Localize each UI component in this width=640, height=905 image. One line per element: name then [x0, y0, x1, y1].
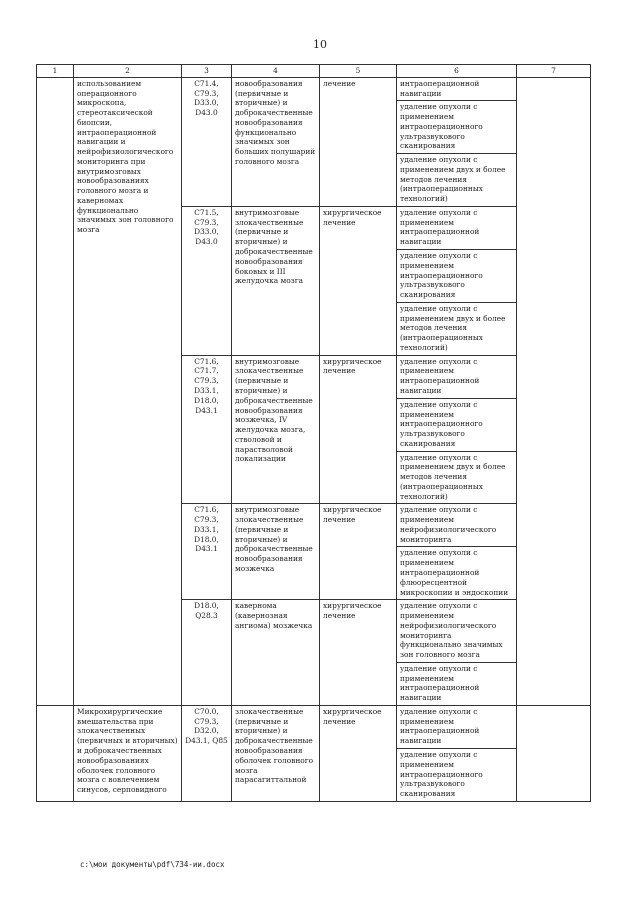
- index-cell: [37, 77, 74, 705]
- method-cell: удаление опухоли с применением двух и более методов лечения (интраоперационных технологий): [397, 451, 517, 504]
- treatment-type-cell: хирургическое лечение: [320, 600, 397, 706]
- header-row: [37, 65, 591, 78]
- method-cell: интраоперационной навигации: [397, 77, 517, 101]
- procedures-table-continued: [36, 705, 591, 802]
- treatment-type-cell: хирургическое лечение: [320, 206, 397, 355]
- method-cell: удаление опухоли с применением двух и более методов лечения (интраоперационных технологий): [397, 154, 517, 207]
- method-cell: удаление опухоли с применением двух и более методов лечения (интраоперационных технологий): [397, 302, 517, 355]
- icd-codes-cell: D18.0, Q28.3: [182, 600, 232, 706]
- method-cell: удаление опухоли с применением нейрофизиологического мониторинга функционально значимых зон головного мозга: [397, 600, 517, 663]
- method-cell: удаление опухоли с применением интраоперационного ультразвукового сканирования: [397, 398, 517, 451]
- patient-model-cell: внутримозговые злокачественные (первичные и вторичные) и доброкачественные новообразования мозжечка: [232, 504, 320, 600]
- treatment-type-cell: лечение: [320, 77, 397, 206]
- method-cell: удаление опухоли с применением интраоперационного ультразвукового сканирования: [397, 101, 517, 154]
- patient-model-cell: внутримозговые злокачественные (первичные и вторичные) и доброкачественные новообразования мозжечка, IV желудочка мозга, стволовой и парастволовой локализации: [232, 355, 320, 504]
- column-header: 5: [320, 65, 397, 78]
- method-cell: удаление опухоли с применением интраоперационного ультразвукового сканирования: [397, 250, 517, 303]
- patient-model-cell: злокачественные (первичные и вторичные) и доброкачественные новообразования оболочек головного мозга парасагиттальной: [232, 705, 320, 801]
- treatment-type-cell: хирургическое лечение: [320, 504, 397, 600]
- method-cell: удаление опухоли с применением интраоперационной флюоресцентной микроскопии и эндоскопии: [397, 547, 517, 600]
- method-cell: удаление опухоли с применением интраоперационной навигации: [397, 206, 517, 249]
- patient-model-cell: новообразования (первичные и вторичные) и доброкачественные новообразования функционально значимых зон больших полушарий головного мозга: [232, 77, 320, 206]
- icd-codes-cell: C70.0, C79.3, D32.0, D43.1, Q85: [182, 705, 232, 801]
- icd-codes-cell: C71.5, C79.3, D33.0, D43.0: [182, 206, 232, 355]
- cost-cell: [517, 77, 591, 705]
- icd-codes-cell: C71.6, C71.7, C79.3, D33.1, D18.0, D43.1: [182, 355, 232, 504]
- file-path-footer: c:\мои документы\pdf\734-ии.docx: [80, 860, 225, 869]
- column-header: 1: [37, 65, 74, 78]
- column-header: 4: [232, 65, 320, 78]
- index-cell: [37, 705, 74, 801]
- procedure-name-cell: Микрохирургические вмешательства при злокачественных (первичных и вторичных) и доброкачественных новообразованиях оболочек головного мозга с вовлечением синусов, серповидного: [74, 705, 182, 801]
- method-cell: удаление опухоли с применением нейрофизиологического мониторинга: [397, 504, 517, 547]
- column-header: 6: [397, 65, 517, 78]
- column-header: 2: [74, 65, 182, 78]
- table-row: [37, 705, 591, 748]
- procedure-name-cell: использованием операционного микроскопа, стереотаксической биопсии, интраоперационной навигации и нейрофизиологического мониторинга при внутримозговых новообразованиях головного мозга и каверномах функционально значимых зон головного мозга: [74, 77, 182, 705]
- method-cell: удаление опухоли с применением интраоперационной навигации: [397, 355, 517, 398]
- patient-model-cell: внутримозговые злокачественные (первичные и вторичные) и доброкачественные новообразования боковых и III желудочка мозга: [232, 206, 320, 355]
- column-header: 3: [182, 65, 232, 78]
- treatment-type-cell: хирургическое лечение: [320, 705, 397, 801]
- icd-codes-cell: C71.6, C79.3, D33.1, D18.0, D43.1: [182, 504, 232, 600]
- method-cell: удаление опухоли с применением интраоперационной навигации: [397, 705, 517, 748]
- method-cell: удаление опухоли с применением интраоперационного ультразвукового сканирования: [397, 749, 517, 802]
- table-row: [37, 77, 591, 101]
- procedures-table: [36, 64, 591, 706]
- cost-cell: [517, 705, 591, 801]
- column-header: 7: [517, 65, 591, 78]
- method-cell: удаление опухоли с применением интраоперационной навигации: [397, 662, 517, 705]
- page-number: 10: [313, 38, 327, 51]
- patient-model-cell: кавернома (кавернозная ангиома) мозжечка: [232, 600, 320, 706]
- icd-codes-cell: C71.4, C79.3, D33.0, D43.0: [182, 77, 232, 206]
- treatment-type-cell: хирургическое лечение: [320, 355, 397, 504]
